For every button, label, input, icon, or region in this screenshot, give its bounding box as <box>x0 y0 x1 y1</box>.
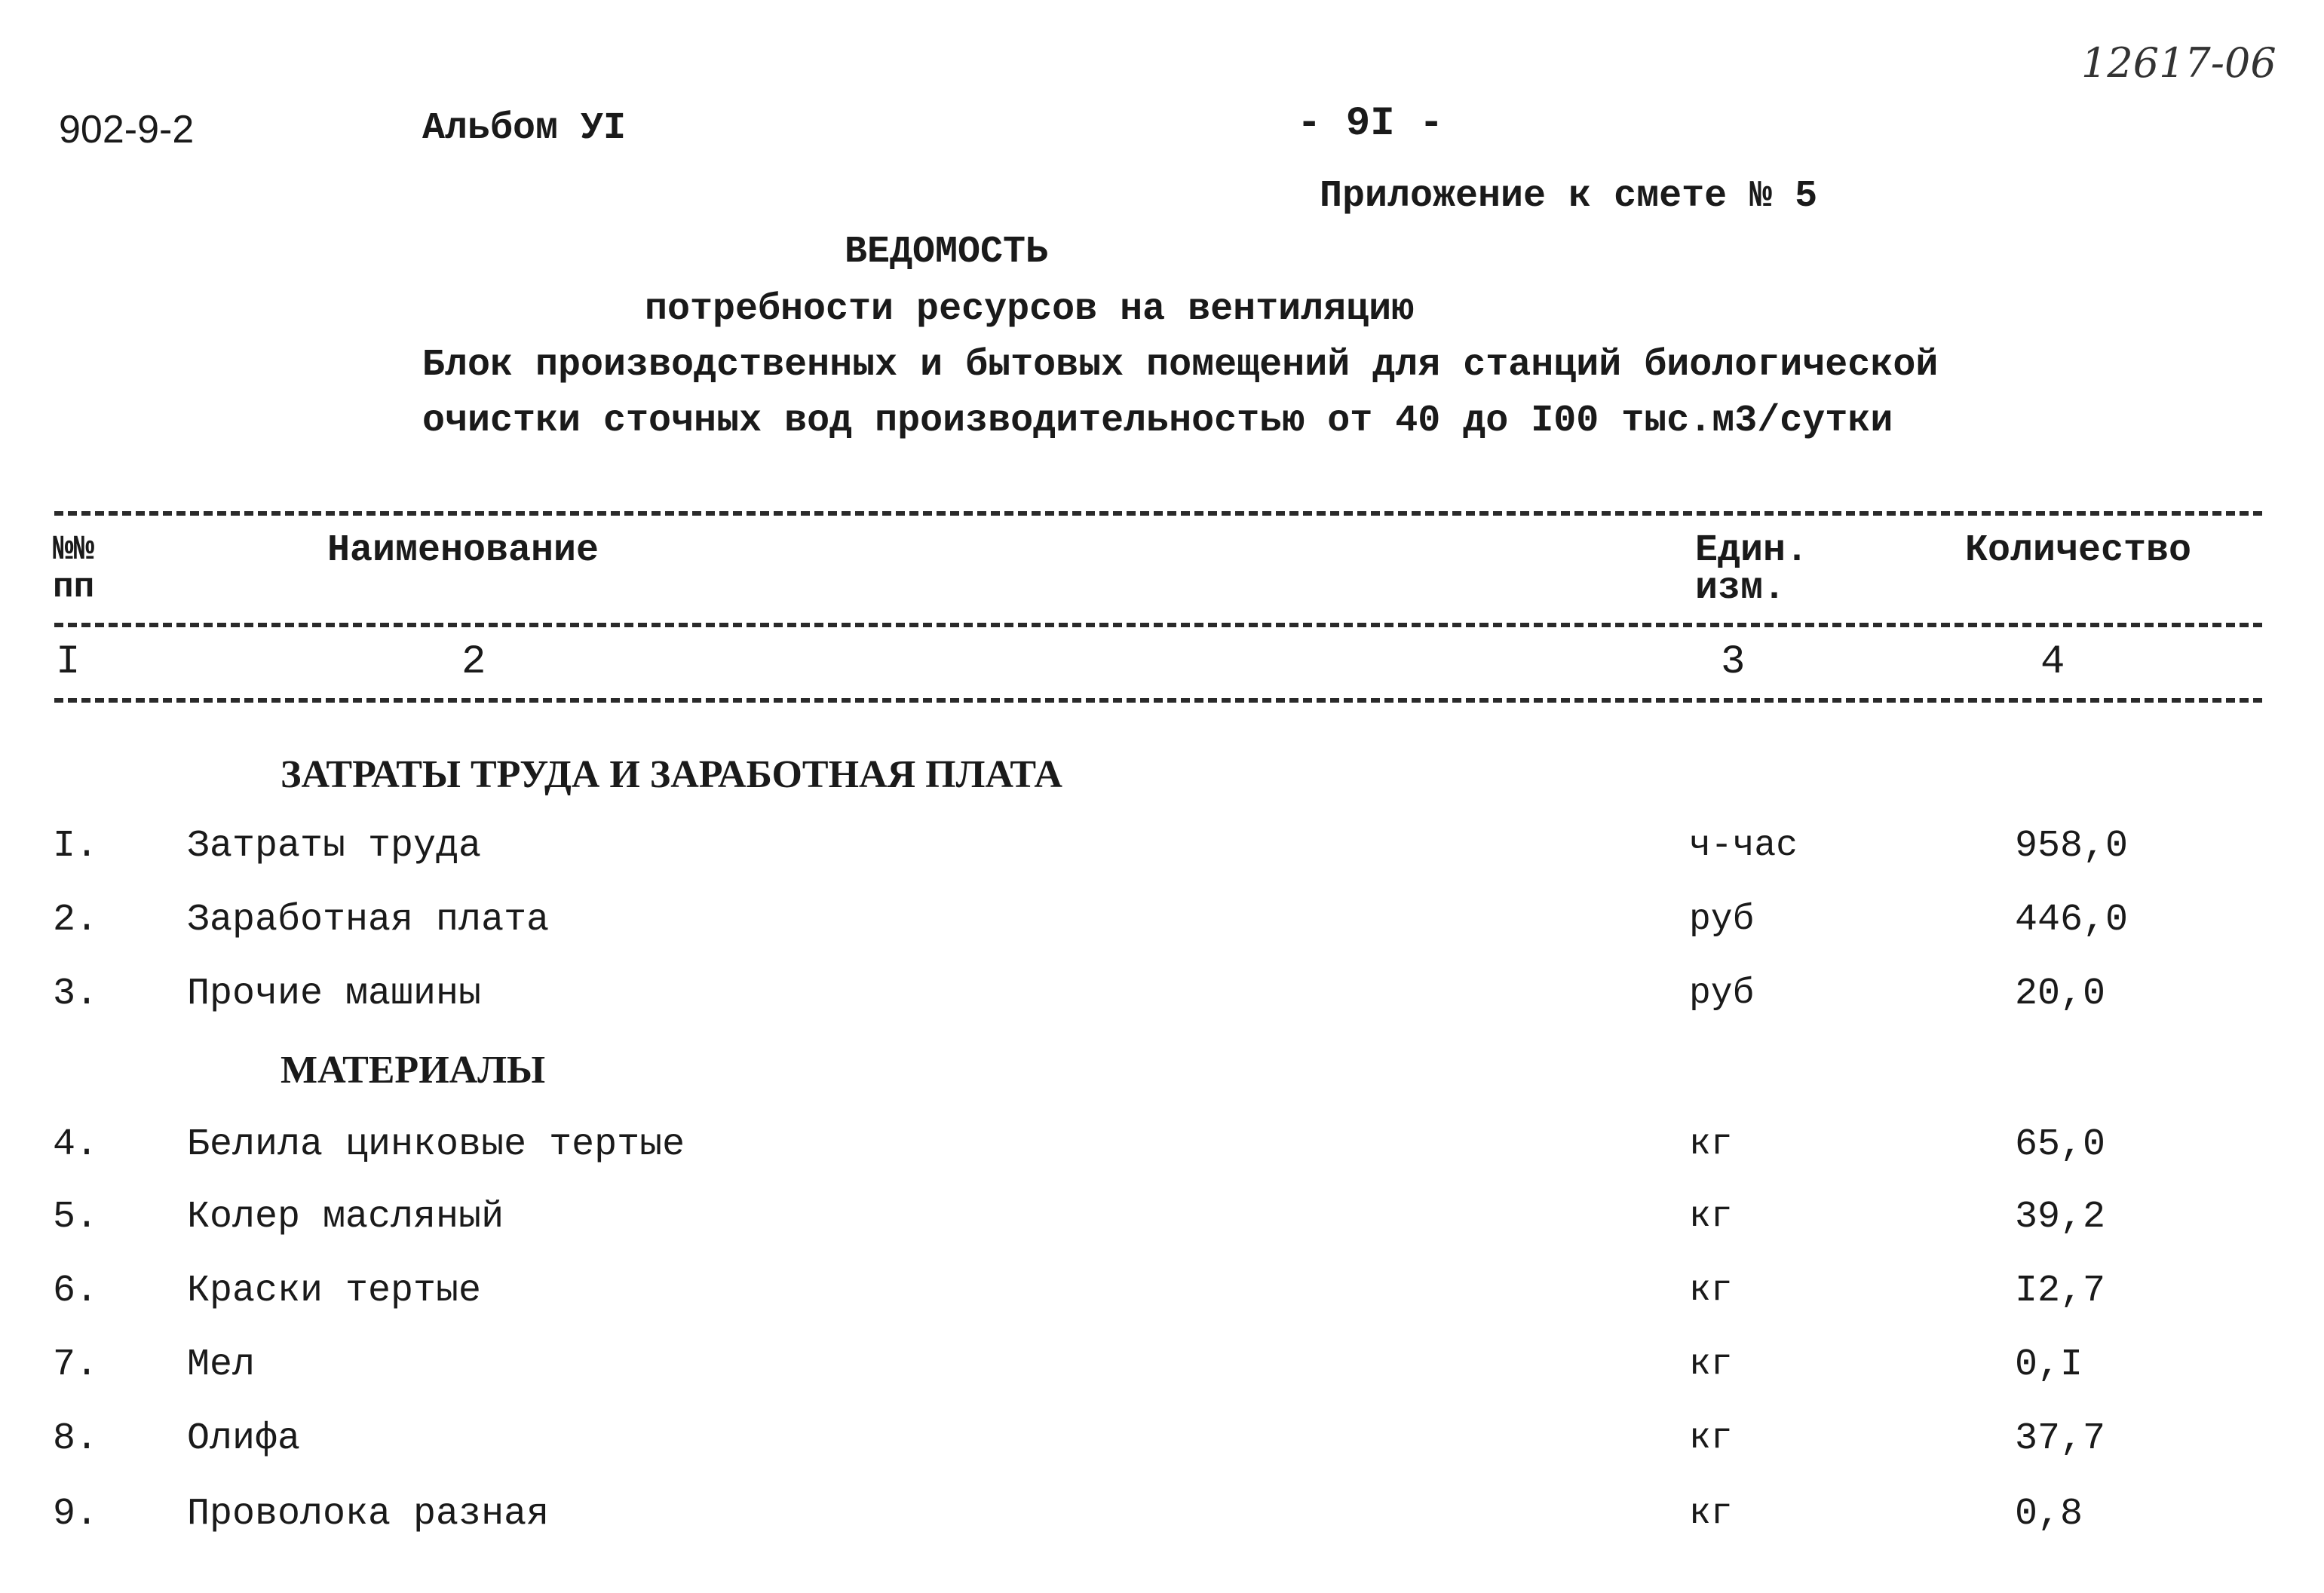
row-quantity: 958,0 <box>2015 825 2129 868</box>
row-unit: кг <box>1689 1124 1733 1165</box>
row-number: 7. <box>53 1343 99 1386</box>
row-unit: ч-час <box>1689 826 1798 866</box>
header-num-line2: пп <box>53 568 95 607</box>
title-heading: ВЕДОМОСТЬ <box>845 231 1049 274</box>
row-number: I. <box>53 825 99 868</box>
row-name: Проволока разная <box>187 1493 550 1536</box>
row-unit: кг <box>1689 1493 1733 1534</box>
table-row <box>0 1196 2324 1251</box>
table-row <box>0 1270 2324 1325</box>
row-name: Затраты труда <box>187 825 482 868</box>
row-number: 3. <box>53 973 99 1016</box>
column-numbers-rule <box>54 698 2262 703</box>
row-number: 9. <box>53 1493 99 1536</box>
col-number-2: 2 <box>461 639 486 685</box>
table-row <box>0 899 2324 954</box>
title-description-line1: Блок производственных и бытовых помещений для станций биологической <box>422 344 1939 387</box>
col-number-3: 3 <box>1721 639 1746 685</box>
row-unit: руб <box>1689 899 1755 940</box>
row-number: 5. <box>53 1196 99 1239</box>
row-number: 4. <box>53 1123 99 1166</box>
table-row <box>0 1343 2324 1399</box>
header-unit-line1: Един. <box>1695 529 1809 572</box>
row-number: 6. <box>53 1270 99 1313</box>
header-quantity: Количество <box>1965 529 2192 572</box>
row-name: Колер масляный <box>187 1196 504 1239</box>
table-row <box>0 1123 2324 1179</box>
row-name: Олифа <box>187 1417 301 1460</box>
row-number: 8. <box>53 1417 99 1460</box>
appendix-label: Приложение к смете № 5 <box>1320 175 1818 218</box>
row-quantity: 65,0 <box>2015 1123 2106 1166</box>
col-number-1: I <box>56 639 81 685</box>
row-quantity: 446,0 <box>2015 899 2129 942</box>
title-subheading: потребности ресурсов на вентиляцию <box>645 288 1415 331</box>
row-number: 2. <box>53 899 99 942</box>
handwritten-document-id: 12617-06 <box>2081 39 2276 87</box>
row-name: Прочие машины <box>187 973 482 1016</box>
row-unit: кг <box>1689 1196 1733 1237</box>
table-row <box>0 825 2324 881</box>
table-row <box>0 1417 2324 1473</box>
row-name: Белила цинковые тертые <box>187 1123 685 1166</box>
section-heading-materials: МАТЕРИАЛЫ <box>281 1049 545 1092</box>
header-separator-rule <box>54 623 2262 627</box>
row-quantity: 20,0 <box>2015 973 2106 1016</box>
row-name: Мел <box>187 1343 256 1386</box>
row-name: Заработная плата <box>187 899 550 942</box>
page-number: - 9I - <box>1297 101 1444 147</box>
title-description-line2: очистки сточных вод производительностью от 40 до I00 тыс.м3/сутки <box>422 400 1893 443</box>
table-row <box>0 1493 2324 1549</box>
section-heading-labor: ЗАТРАТЫ ТРУДА И ЗАРАБОТНАЯ ПЛАТА <box>281 753 1062 796</box>
header-unit-line2: изм. <box>1695 567 1786 610</box>
album-label: Альбом УI <box>422 107 627 150</box>
row-quantity: 0,I <box>2015 1343 2083 1386</box>
doc-code: 902-9-2 <box>59 108 195 152</box>
row-name: Краски тертые <box>187 1270 482 1313</box>
row-quantity: 37,7 <box>2015 1417 2106 1460</box>
row-unit: кг <box>1689 1418 1733 1459</box>
row-unit: кг <box>1689 1270 1733 1311</box>
header-num-line1: №№ <box>53 530 95 569</box>
row-quantity: 0,8 <box>2015 1493 2083 1536</box>
col-number-4: 4 <box>2040 639 2065 685</box>
row-quantity: 39,2 <box>2015 1196 2106 1239</box>
row-quantity: I2,7 <box>2015 1270 2106 1313</box>
row-unit: руб <box>1689 973 1755 1014</box>
row-unit: кг <box>1689 1344 1733 1385</box>
table-row <box>0 973 2324 1028</box>
table-top-rule <box>54 511 2262 516</box>
header-name: Наименование <box>327 529 599 572</box>
